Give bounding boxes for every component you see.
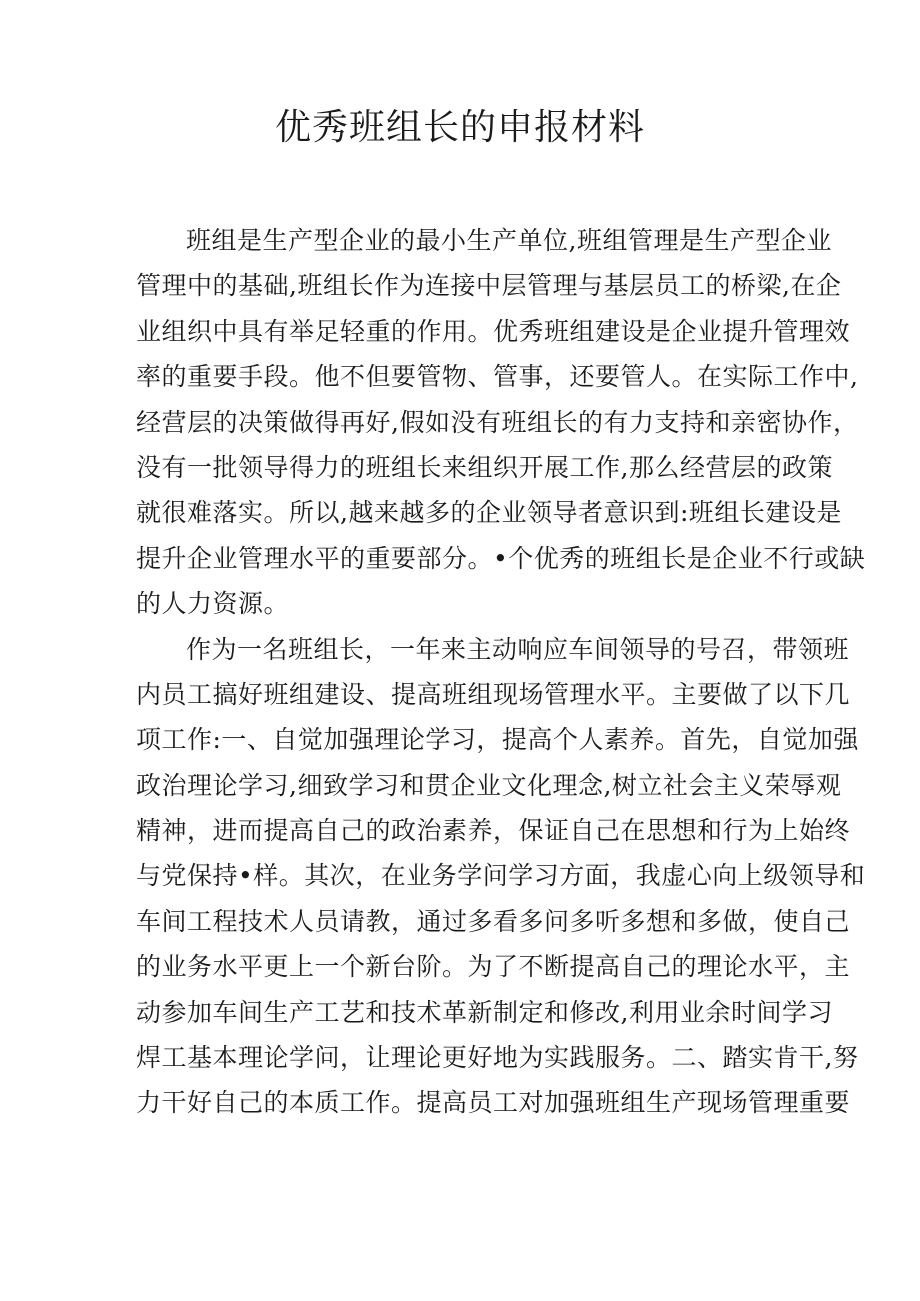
- paragraph-line: 力干好自己的本质工作。提高员工对加强班组生产现场管理重要: [136, 1088, 851, 1118]
- paragraph-line: 的人力资源。: [136, 589, 290, 619]
- paragraph-line: 内员工搞好班组建设、提高班组现场管理水平。主要做了以下几: [136, 679, 851, 709]
- paragraph-line: 经营层的决策做得再好,假如没有班组长的有力支持和亲密协作，: [136, 407, 859, 437]
- paragraph-line: 作为一名班组长，一年来主动响应车间领导的号召，带领班: [186, 634, 850, 664]
- paragraph-line: 管理中的基础,班组长作为连接中层管理与基层员工的桥梁,在企: [136, 271, 842, 301]
- paragraph-line: 的业务水平更上一个新台阶。为了不断提高自己的理论水平，主: [136, 952, 851, 982]
- paragraph-line: 动参加车间生产工艺和技术革新制定和修改,利用业余时间学习: [136, 997, 833, 1027]
- paragraph-line: 班组是生产型企业的最小生产单位,班组管理是生产型企业: [186, 226, 832, 255]
- paragraph-line: 业组织中具有举足轻重的作用。优秀班组建设是企业提升管理效: [136, 316, 851, 346]
- paragraph-line: 焊工基本理论学问，让理论更好地为实践服务。二、踏实肯干,努: [136, 1043, 859, 1073]
- paragraph-line: 车间工程技术人员请教，通过多看多问多听多想和多做，使自己: [136, 906, 851, 936]
- paragraph-line: 项工作:一、自觉加强理论学习，提高个人素养。首先，自觉加强: [136, 725, 859, 755]
- paragraph-line: 政治理论学习,细致学习和贯企业文化理念,树立社会主义荣辱观: [136, 770, 842, 800]
- paragraph-line: 就很难落实。所以,越来越多的企业领导者意识到:班组长建设是: [136, 498, 842, 528]
- document-title: 优秀班组长的申报材料: [274, 107, 645, 148]
- paragraph-line: 与党保持•样。其次，在业务学问学习方面，我虚心向上级领导和: [136, 861, 866, 891]
- paragraph-line: 率的重要手段。他不但要管物、管事，还要管人。在实际工作中,: [136, 362, 859, 392]
- paragraph-line: 精神，进而提高自己的政治素养，保证自己在思想和行为上始终: [136, 816, 851, 846]
- document-body: [136, 218, 866, 1126]
- paragraph-line: 提升企业管理水平的重要部分。•个优秀的班组长是企业不行或缺: [136, 543, 866, 573]
- paragraph-line: 没有一批领导得力的班组长来组织开展工作,那么经营层的政策: [136, 452, 833, 482]
